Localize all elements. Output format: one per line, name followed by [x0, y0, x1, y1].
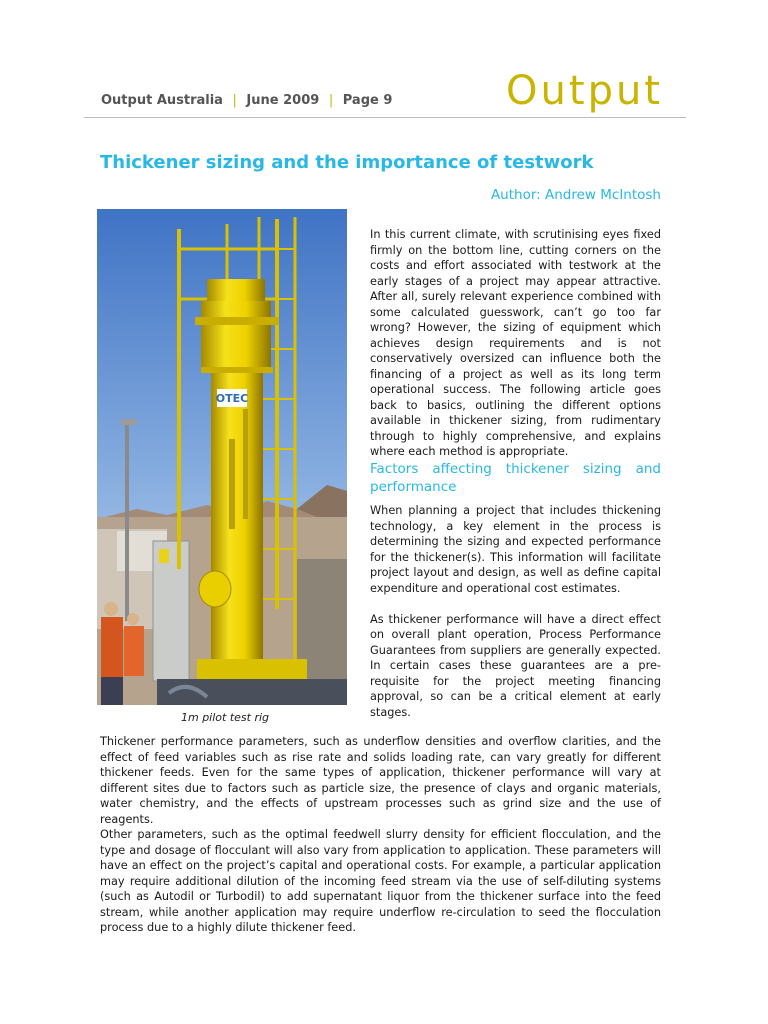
body-text-2	[100, 827, 661, 936]
intro-column	[370, 227, 661, 460]
section-heading: Factors affecting thickener sizing and performance	[370, 461, 661, 495]
page-number: Page 9	[342, 93, 393, 108]
photo-caption: 1m pilot test rig	[180, 711, 270, 724]
header-separator: |	[232, 93, 237, 108]
article-title: Thickener sizing and the importance of testwork	[100, 152, 594, 173]
publication-date: June 2009	[246, 93, 320, 108]
paragraph-4: Other parameters, such as the optimal feedwell slurry density for efficient flocculation, and the type and dosage of flocculant will also vary from application to application. These parameters will have an effect on the project’s capital and operational costs. For example, a particular application may require additional dilution of the incoming feed stream via the use of self-diluting systems (such as Autodil or Turbodil) to add supernatant liquor from the thickener surface into the feed stream, while another application may require underflow re-circulation to seed the flocculation process due to a highly dilute thickener feed.	[100, 828, 661, 934]
intro-paragraph: In this current climate, with scrutinising eyes fixed firmly on the bottom line, cutting corners on the costs and effort associated with testwork at the early stages of a project may appear attractive. After all, surely relevant experience combined with some calculated guesswork, can’t go too far wrong? However, the sizing of equipment which achieves design requirements and is not conservatively oversized can influence both the financing of a project as well as its long term operational success. The following article goes back to basics, outlining the different options available in thickener sizing, from rudimentary through to highly comprehensive, and explains where each method is appropriate.	[370, 228, 661, 458]
body-text-1	[100, 734, 661, 827]
header-divider	[84, 117, 686, 118]
tank-logo: OTEC	[215, 392, 249, 405]
article-author: Author: Andrew McIntosh	[490, 187, 661, 203]
paragraph-2: As thickener performance will have a direct effect on overall plant operation, Process Performance Guarantees from suppliers are generally expected. In certain cases these guarantees are a pre-requisite for the project meeting financing approval, so can be a critical element at early stages.	[370, 612, 661, 719]
brand-logo: Output	[506, 68, 663, 114]
publication-header	[101, 93, 392, 108]
section-column	[370, 503, 661, 720]
paragraph-1: When planning a project that includes thickening technology, a key element in the process is determining the sizing and expected performance for the thickener(s). This information will facilitate project layout and design, as well as define capital expenditure and operational cost estimates.	[370, 504, 661, 595]
header-separator: |	[328, 93, 334, 108]
paragraph-3: Thickener performance parameters, such as underflow densities and overflow clarities, and the effect of feed variables such as rise rate and solids loading rate, can vary greatly for different thickener feeds. Even for the same types of application, thickener performance will vary at different sites due to factors such as particle size, the presence of clays and organic materials, water chemistry, and the effects of upstream processes such as grind size and the use of reagents.	[100, 735, 661, 826]
publication-name: Output Australia	[101, 93, 223, 108]
pilot-rig-photo	[97, 209, 347, 705]
